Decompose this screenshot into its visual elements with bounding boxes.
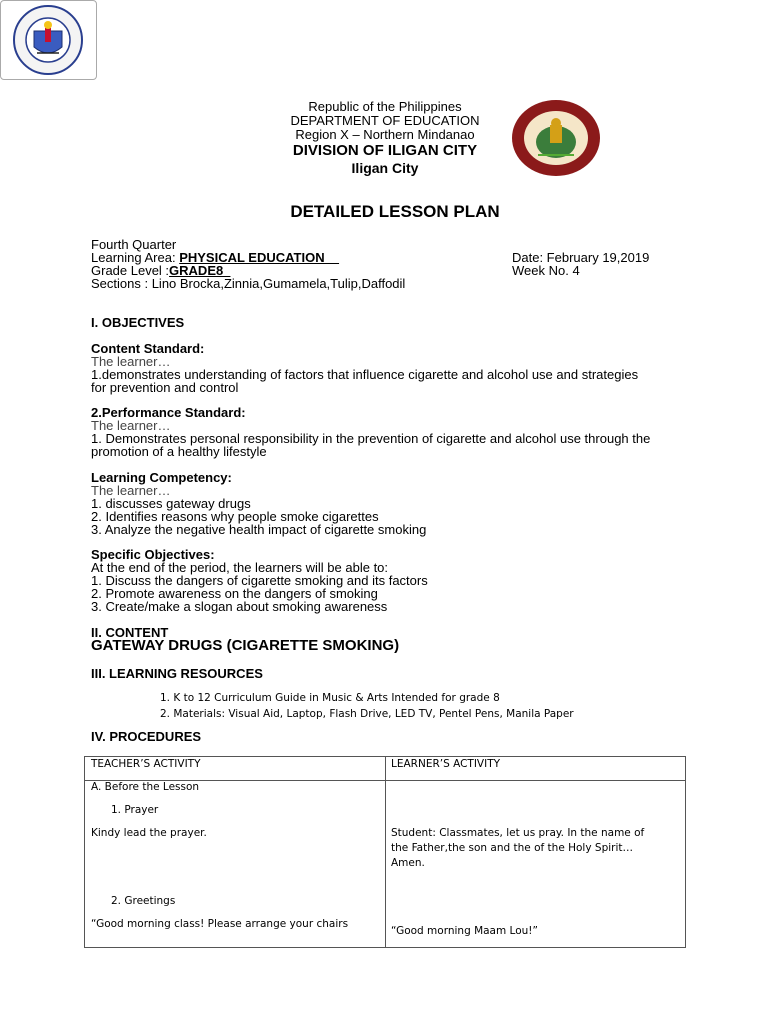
deped-seal-logo (0, 0, 97, 80)
week-label: Week No. 4 (512, 263, 580, 278)
specific-objective-item: 3. Create/make a slogan about smoking awareness (91, 599, 388, 614)
learner-activity-cell (386, 781, 686, 948)
header-department: DEPARTMENT OF EDUCATION (290, 113, 480, 128)
greetings-teacher-text: “Good morning class! Please arrange your chairs (91, 918, 349, 930)
prayer-learner-line: the Father,the son and the of the Holy Spirit… (391, 842, 633, 854)
competency-item: 1. discusses gateway drugs (91, 496, 251, 511)
specific-objective-item: 2. Promote awareness on the dangers of smoking (91, 586, 378, 601)
before-lesson-label: A. Before the Lesson (91, 781, 200, 793)
learning-competency-label: Learning Competency: (91, 470, 232, 485)
content-standard-line2: for prevention and control (91, 380, 239, 395)
header-city: Iligan City (351, 160, 419, 176)
specific-objectives-intro: At the end of the period, the learners will be able to: (91, 560, 389, 575)
prayer-label: 1. Prayer (111, 804, 159, 816)
page-title: DETAILED LESSON PLAN (290, 202, 500, 221)
content-standard-line1: 1.demonstrates understanding of factors that influence cigarette and alcohol use and strategies (91, 367, 639, 382)
competency-item: 2. Identifies reasons why people smoke cigarettes (91, 509, 379, 524)
resource-item: 2. Materials: Visual Aid, Laptop, Flash Drive, LED TV, Pentel Pens, Manila Paper (160, 708, 574, 720)
learning-resources-heading: III. LEARNING RESOURCES (91, 666, 263, 681)
header-region: Region X – Northern Mindanao (295, 127, 475, 142)
sections-label: Sections : Lino Brocka,Zinnia,Gumamela,Tulip,Daffodil (91, 276, 406, 291)
date-label: Date: February 19,2019 (512, 250, 650, 265)
iligan-division-logo (508, 97, 604, 179)
prayer-learner-line: Student: Classmates, let us pray. In the name of (391, 827, 645, 839)
greetings-label: 2. Greetings (111, 895, 176, 907)
content-learner: The learner… (91, 354, 171, 369)
resource-item: 1. K to 12 Curriculum Guide in Music & Arts Intended for grade 8 (160, 692, 500, 704)
learning-area-value: PHYSICAL EDUCATION (179, 250, 340, 265)
header-division: DIVISION OF ILIGAN CITY (292, 142, 478, 159)
procedures-heading: IV. PROCEDURES (91, 729, 202, 744)
header-republic: Republic of the Philippines (308, 99, 462, 114)
quarter-label: Fourth Quarter (91, 237, 177, 252)
competency-learner: The learner… (91, 483, 171, 498)
performance-standard-line1: 1. Demonstrates personal responsibility in the prevention of cigarette and alcohol use through the (91, 431, 651, 446)
greetings-learner-text: “Good morning Maam Lou!” (391, 925, 538, 937)
learner-activity-header: LEARNER’S ACTIVITY (391, 758, 501, 770)
prayer-teacher-text: Kindy lead the prayer. (91, 827, 207, 839)
teacher-activity-header: TEACHER’S ACTIVITY (91, 758, 201, 770)
performance-learner: The learner… (91, 418, 171, 433)
objectives-heading: I. OBJECTIVES (91, 315, 185, 330)
performance-standard-label: 2.Performance Standard: (91, 405, 246, 420)
grade-level-label: Grade Level : (91, 263, 170, 278)
content-heading: II. CONTENT (91, 625, 169, 640)
grade-level-value: GRADE8 (169, 263, 231, 278)
learning-area-label: Learning Area: (91, 250, 180, 265)
performance-standard-line2: promotion of a healthy lifestyle (91, 444, 267, 459)
prayer-learner-line: Amen. (391, 857, 425, 869)
competency-item: 3. Analyze the negative health impact of cigarette smoking (91, 522, 427, 537)
content-standard-label: Content Standard: (91, 341, 205, 356)
content-topic: GATEWAY DRUGS (CIGARETTE SMOKING) (91, 637, 400, 654)
specific-objective-item: 1. Discuss the dangers of cigarette smoking and its factors (91, 573, 428, 588)
specific-objectives-label: Specific Objectives: (91, 547, 215, 562)
